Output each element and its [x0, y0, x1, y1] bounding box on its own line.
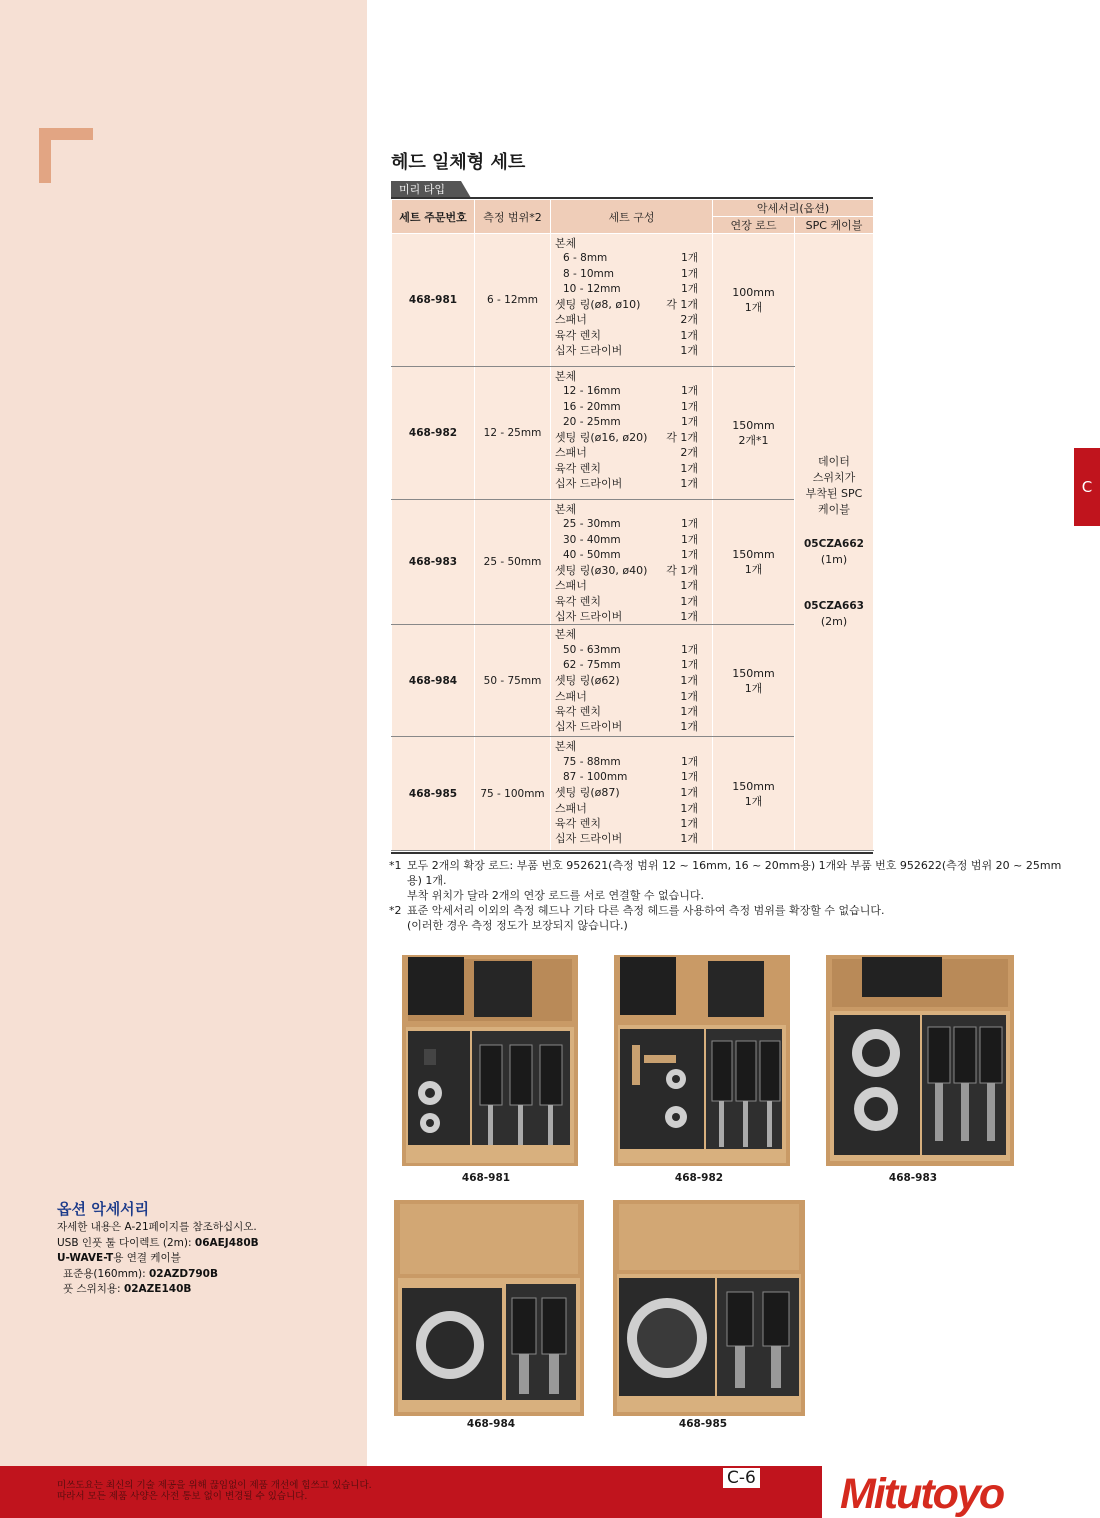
item-name: 스패너 — [555, 313, 587, 327]
uwave-label: U-WAVE-T — [57, 1252, 114, 1264]
composition-item — [551, 643, 712, 658]
composition-item — [551, 594, 712, 609]
product-photo-468-984 — [394, 1200, 584, 1416]
composition-item — [551, 609, 712, 624]
item-qty: 1개 — [680, 594, 698, 608]
photo-caption: 468-981 — [461, 1172, 511, 1184]
photo-caption: 468-985 — [678, 1418, 728, 1430]
item-name: 10 - 12mm — [563, 282, 621, 295]
order-number: 468-982 — [392, 367, 475, 500]
item-qty: 2개 — [680, 313, 698, 327]
composition-item — [551, 739, 712, 754]
item-name: 본체 — [555, 628, 577, 642]
item-qty: 1개 — [681, 658, 698, 671]
item-name: 십자 드라이버 — [555, 610, 623, 624]
item-qty: 1개 — [681, 643, 698, 656]
foot-label: 풋 스위치용: — [63, 1283, 124, 1295]
product-photo-468-982 — [614, 955, 790, 1166]
disclaimer — [57, 1480, 372, 1502]
rod-length: 100mm — [732, 286, 775, 299]
header-composition: 세트 구성 — [551, 200, 713, 234]
item-name: 육각 렌치 — [555, 461, 602, 475]
item-name: 셋팅 링(ø30, ø40) — [555, 564, 648, 578]
item-name: 본체 — [555, 370, 577, 383]
item-qty: 1개 — [680, 328, 698, 342]
rod-qty: 1개 — [744, 794, 763, 808]
photo-caption: 468-984 — [466, 1418, 516, 1430]
item-qty: 1개 — [680, 720, 698, 734]
item-name: 6 - 8mm — [563, 252, 608, 265]
std-code: 02AZD790B — [149, 1267, 218, 1280]
item-name: 87 - 100mm — [563, 770, 628, 783]
set-composition — [551, 367, 713, 500]
spc-code: 05CZA663 — [804, 600, 864, 613]
composition-item — [551, 548, 712, 563]
item-name: 십자 드라이버 — [555, 344, 623, 358]
composition-item — [551, 563, 712, 578]
item-name: 본체 — [555, 237, 577, 250]
item-qty: 1개 — [681, 518, 698, 531]
composition-item — [551, 816, 712, 831]
composition-item — [551, 369, 712, 384]
spc-desc: 스위치가 — [812, 471, 856, 485]
spc-desc: 부착된 SPC — [805, 487, 863, 501]
disclaimer-line: 따라서 모든 제품 사양은 사전 통보 없이 변경될 수 있습니다. — [57, 1491, 308, 1502]
item-name: 셋팅 링(ø87) — [555, 786, 620, 800]
item-qty: 1개 — [680, 461, 698, 475]
composition-item — [551, 282, 712, 297]
section-tab[interactable] — [1074, 448, 1100, 526]
item-qty: 1개 — [680, 674, 698, 688]
footnote — [389, 888, 1069, 903]
order-number: 468-981 — [392, 234, 475, 367]
options-line — [57, 1251, 259, 1267]
item-qty: 2개 — [680, 446, 698, 460]
rod-length: 150mm — [732, 419, 775, 432]
composition-item — [551, 627, 712, 642]
item-name: 스패너 — [555, 579, 587, 593]
item-qty: 1개 — [681, 252, 698, 265]
item-name: 육각 렌치 — [555, 704, 602, 718]
rod-qty: 1개 — [744, 563, 763, 577]
composition-item — [551, 430, 712, 445]
header-accessory: 악세서리(옵션) — [713, 200, 874, 217]
composition-item — [551, 251, 712, 266]
footnote — [389, 858, 1069, 888]
measuring-range: 75 - 100mm — [475, 737, 551, 851]
composition-item — [551, 533, 712, 548]
item-name: 12 - 16mm — [563, 385, 621, 398]
spc-desc: 데이터 — [818, 455, 850, 469]
product-photo-468-983 — [826, 955, 1014, 1166]
item-name: 스패너 — [555, 801, 587, 815]
extension-rod — [713, 625, 795, 737]
product-photo-468-985 — [613, 1200, 805, 1416]
item-qty: 1개 — [680, 344, 698, 358]
item-name: 30 - 40mm — [563, 533, 621, 546]
composition-item — [551, 400, 712, 415]
item-qty: 1개 — [680, 786, 698, 800]
composition-item — [551, 297, 712, 312]
type-tag-arrow-icon — [461, 181, 471, 198]
rod-qty: 1개 — [744, 681, 763, 695]
item-qty: 1개 — [681, 548, 698, 561]
composition-item — [551, 704, 712, 719]
header-order-no: 세트 주문번호 — [392, 200, 475, 234]
item-qty: 각 1개 — [666, 298, 698, 312]
item-qty: 각 1개 — [666, 564, 698, 578]
extension-rod — [713, 234, 795, 367]
set-composition — [551, 737, 713, 851]
item-name: 육각 렌치 — [555, 328, 602, 342]
extension-rod — [713, 367, 795, 500]
options-line — [57, 1282, 259, 1298]
spc-length: (1m) — [820, 553, 848, 567]
order-number: 468-985 — [392, 737, 475, 851]
composition-item — [551, 502, 712, 517]
options-body — [57, 1220, 259, 1298]
page-title: 헤드 일체형 세트 — [391, 152, 526, 173]
composition-item — [551, 801, 712, 816]
footnote-text: 부착 위치가 달라 2개의 연장 로드를 서로 연결할 수 없습니다. — [407, 889, 704, 902]
footnote-mark: *2 — [389, 904, 402, 917]
item-name: 16 - 20mm — [563, 400, 621, 413]
composition-item — [551, 755, 712, 770]
rod-qty: 2개*1 — [738, 434, 769, 447]
composition-item — [551, 415, 712, 430]
composition-item — [551, 267, 712, 282]
header-range: 측정 범위*2 — [475, 200, 551, 234]
item-name: 본체 — [555, 740, 577, 754]
options-line — [57, 1236, 259, 1252]
item-qty: 1개 — [680, 801, 698, 815]
item-qty: 1개 — [681, 533, 698, 546]
photo-caption: 468-982 — [674, 1172, 724, 1184]
measuring-range: 25 - 50mm — [475, 500, 551, 625]
composition-item — [551, 236, 712, 251]
item-qty: 1개 — [681, 267, 698, 280]
photo-caption: 468-983 — [888, 1172, 938, 1184]
composition-item — [551, 785, 712, 800]
spc-code: 05CZA662 — [804, 538, 864, 551]
item-name: 62 - 75mm — [563, 658, 621, 671]
item-name: 셋팅 링(ø62) — [555, 674, 620, 688]
composition-item — [551, 517, 712, 532]
spc-cable — [795, 234, 874, 851]
item-name: 셋팅 링(ø8, ø10) — [555, 298, 641, 312]
table-row — [392, 234, 874, 367]
composition-item — [551, 831, 712, 846]
disclaimer-line: 미쓰도요는 최신의 기술 제공을 위해 끊임없이 제품 개선에 힘쓰고 있습니다. — [57, 1480, 372, 1491]
item-name: 20 - 25mm — [563, 415, 621, 428]
item-qty: 1개 — [681, 400, 698, 413]
composition-item — [551, 770, 712, 785]
item-name: 육각 렌치 — [555, 816, 602, 830]
type-tag — [391, 181, 475, 198]
footnote-mark: *1 — [389, 859, 402, 872]
composition-item — [551, 343, 712, 358]
set-composition — [551, 234, 713, 367]
footnotes — [389, 858, 1069, 933]
measuring-range: 50 - 75mm — [475, 625, 551, 737]
rod-length: 150mm — [732, 548, 775, 562]
item-qty: 1개 — [680, 832, 698, 846]
footnote — [389, 903, 1069, 918]
rod-qty: 1개 — [744, 301, 763, 314]
item-qty: 1개 — [680, 477, 698, 491]
extension-rod — [713, 500, 795, 625]
divider — [391, 852, 873, 854]
corner-mark-icon — [39, 128, 93, 183]
item-name: 40 - 50mm — [563, 548, 621, 561]
item-name: 십자 드라이버 — [555, 720, 623, 734]
rod-length: 150mm — [732, 779, 775, 793]
options-title: 옵션 악세서리 — [57, 1200, 150, 1218]
item-name: 십자 드라이버 — [555, 477, 623, 491]
item-name: 십자 드라이버 — [555, 832, 623, 846]
composition-item — [551, 673, 712, 688]
page-number: C-6 — [723, 1468, 760, 1488]
composition-item — [551, 312, 712, 327]
foot-code: 02AZE140B — [123, 1283, 192, 1295]
order-number: 468-984 — [392, 625, 475, 737]
header-spc-cable: SPC 케이블 — [795, 217, 874, 234]
usb-label: USB 인풋 툴 다이렉트 (2m): — [57, 1236, 195, 1249]
rod-length: 150mm — [732, 666, 775, 680]
composition-item — [551, 476, 712, 491]
item-qty: 1개 — [681, 282, 698, 295]
composition-item — [551, 384, 712, 399]
item-qty: 각 1개 — [666, 431, 698, 445]
composition-item — [551, 689, 712, 704]
item-qty: 1개 — [681, 770, 698, 783]
item-qty: 1개 — [680, 579, 698, 593]
options-line — [57, 1267, 259, 1283]
options-line: 자세한 내용은 A-21페이지를 참조하십시오. — [57, 1221, 257, 1233]
extension-rod — [713, 737, 795, 851]
composition-item — [551, 445, 712, 460]
set-composition — [551, 500, 713, 625]
header-extension-rod: 연장 로드 — [713, 217, 795, 234]
item-name: 8 - 10mm — [563, 267, 614, 280]
measuring-range: 12 - 25mm — [475, 367, 551, 500]
item-qty: 1개 — [681, 755, 698, 768]
item-qty: 1개 — [681, 385, 698, 398]
item-qty: 1개 — [680, 689, 698, 703]
item-name: 본체 — [555, 503, 577, 516]
item-qty: 1개 — [680, 816, 698, 830]
composition-item — [551, 578, 712, 593]
spc-length: (2m) — [820, 615, 848, 629]
footnote-text: 모두 2개의 확장 로드: 부품 번호 952621(측정 범위 12 ~ 16mm, 16 ~ 20mm용) 1개와 부품 번호 952622(측정 범위 20 ~ 25mm용) 1개. — [407, 859, 1062, 887]
item-name: 셋팅 링(ø16, ø20) — [555, 431, 648, 445]
order-number: 468-983 — [392, 500, 475, 625]
item-name: 스패너 — [555, 689, 587, 703]
composition-item — [551, 461, 712, 476]
item-name: 75 - 88mm — [563, 755, 621, 768]
composition-item — [551, 328, 712, 343]
item-name: 50 - 63mm — [563, 643, 621, 656]
measuring-range: 6 - 12mm — [475, 234, 551, 367]
composition-item — [551, 658, 712, 673]
item-name: 25 - 30mm — [563, 518, 621, 531]
item-qty: 1개 — [681, 415, 698, 428]
item-qty: 1개 — [680, 704, 698, 718]
product-photo-468-981 — [402, 955, 578, 1166]
std-label: 표준용(160mm): — [63, 1267, 149, 1280]
set-composition — [551, 625, 713, 737]
footnote — [389, 918, 1069, 933]
brand-logo: Mitutoyo — [840, 1470, 1004, 1518]
usb-code: 06AEJ480B — [194, 1236, 259, 1249]
uwave-rest: 용 연결 케이블 — [113, 1252, 181, 1264]
set-table — [391, 199, 874, 851]
item-name: 스패너 — [555, 446, 587, 460]
item-qty: 1개 — [680, 610, 698, 624]
footnote-text: 표준 악세서리 이외의 측정 헤드나 기타 다른 측정 헤드를 사용하여 측정 범위를 확장할 수 없습니다. — [407, 904, 885, 917]
item-name: 육각 렌치 — [555, 594, 602, 608]
type-tag-label: 미리 타입 — [391, 181, 461, 198]
composition-item — [551, 719, 712, 734]
section-tab-label: C — [1081, 478, 1093, 496]
footer — [0, 1466, 1100, 1518]
footnote-text: (이러한 경우 측정 정도가 보장되지 않습니다.) — [407, 919, 628, 932]
spc-desc: 케이블 — [818, 503, 850, 517]
